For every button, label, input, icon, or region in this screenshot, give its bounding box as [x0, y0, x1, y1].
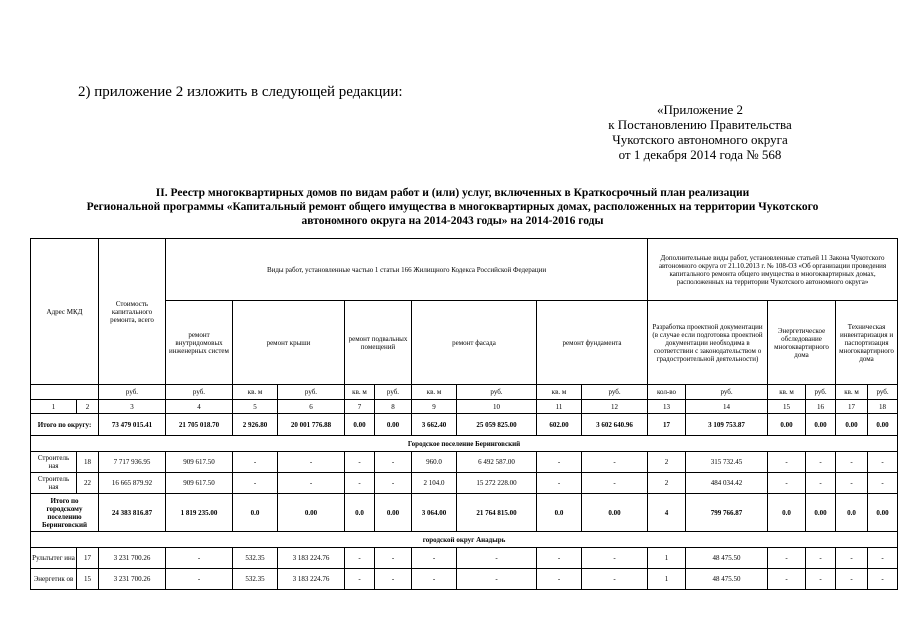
total-value: 3 109 753.87 — [686, 414, 768, 436]
value-cell: - — [166, 548, 233, 569]
value-cell: 960.0 — [412, 452, 457, 473]
column-number-cell: 1 — [31, 400, 77, 414]
column-number-cell: 8 — [375, 400, 412, 414]
value-cell: 6 492 587.00 — [457, 452, 537, 473]
units-empty-cell — [31, 385, 99, 400]
subtotal-value: 4 — [648, 494, 686, 532]
subtotal-value: 0.00 — [375, 494, 412, 532]
value-cell: - — [345, 452, 375, 473]
registry-body — [31, 414, 898, 590]
value-cell: - — [375, 452, 412, 473]
value-cell: - — [836, 473, 868, 494]
subtotal-row — [31, 494, 898, 532]
total-value: 0.00 — [806, 414, 836, 436]
subtotal-value: 24 383 816.87 — [99, 494, 166, 532]
document-title — [20, 186, 885, 228]
value-cell: - — [806, 473, 836, 494]
value-cell: 909 617.50 — [166, 452, 233, 473]
unit-cell: руб. — [375, 385, 412, 400]
header-work-design: Разработка проектной документации (в случае если подготовка проектной документации необходима в соответствии с законодательством о градостроительной деятельности) — [648, 301, 768, 385]
section-title-row — [31, 532, 898, 548]
value-cell: 532.35 — [233, 569, 278, 590]
registry-table — [30, 238, 898, 590]
total-value: 602.00 — [537, 414, 582, 436]
header-cost: Стоимость капитального ремонта, всего — [99, 239, 166, 385]
value-cell: 48 475.50 — [686, 569, 768, 590]
value-cell: 3 231 700.26 — [99, 548, 166, 569]
header-group-main: Виды работ, установленные частью 1 статьи 166 Жилищного Кодекса Российской Федерации — [166, 239, 648, 301]
value-cell: - — [582, 452, 648, 473]
appendix-line: к Постановлению Правительства — [608, 117, 792, 132]
column-number-cell: 3 — [99, 400, 166, 414]
total-value: 2 926.80 — [233, 414, 278, 436]
unit-cell: руб. — [166, 385, 233, 400]
value-cell: - — [457, 569, 537, 590]
value-cell: - — [345, 548, 375, 569]
column-number-cell: 10 — [457, 400, 537, 414]
subtotal-value: 0.00 — [806, 494, 836, 532]
subtotal-value: 21 764 815.00 — [457, 494, 537, 532]
column-number-cell: 11 — [537, 400, 582, 414]
total-value: 21 705 018.70 — [166, 414, 233, 436]
value-cell: - — [582, 473, 648, 494]
value-cell: 15 272 228.00 — [457, 473, 537, 494]
value-cell: - — [768, 548, 806, 569]
total-value: 0.00 — [375, 414, 412, 436]
unit-cell: руб. — [582, 385, 648, 400]
unit-cell: кв. м — [768, 385, 806, 400]
header-work-foundation: ремонт фундамента — [537, 301, 648, 385]
unit-cell: кв. м — [412, 385, 457, 400]
total-row — [31, 414, 898, 436]
title-line: автономного округа на 2014-2043 годы» на 2014-2016 годы — [301, 215, 604, 227]
total-value: 73 479 015.41 — [99, 414, 166, 436]
title-line: II. Реестр многоквартирных домов по видам работ и (или) услуг, включенных в Краткосрочный план реализации — [155, 187, 750, 199]
value-cell: 1 — [648, 548, 686, 569]
value-cell: - — [457, 548, 537, 569]
table-row — [31, 569, 898, 590]
subtotal-value: 0.00 — [582, 494, 648, 532]
value-cell: 315 732.45 — [686, 452, 768, 473]
value-cell: 532.35 — [233, 548, 278, 569]
header-address: Адрес МКД — [31, 239, 99, 385]
unit-cell: кв. м — [836, 385, 868, 400]
subtotal-value: 0.0 — [768, 494, 806, 532]
title-line: Региональной программы «Капитальный ремонт общего имущества в многоквартирных домах, расположенных на территории Чукотского — [86, 201, 819, 213]
subtotal-value: 0.00 — [278, 494, 345, 532]
column-number-cell: 18 — [868, 400, 898, 414]
street-cell: Энергетик ов — [31, 569, 77, 590]
value-cell: - — [806, 569, 836, 590]
unit-cell: кв. м — [537, 385, 582, 400]
value-cell: - — [868, 548, 898, 569]
value-cell: - — [233, 473, 278, 494]
value-cell: - — [868, 452, 898, 473]
value-cell: - — [806, 452, 836, 473]
total-label: Итого по округу: — [31, 414, 99, 436]
value-cell: 484 034.42 — [686, 473, 768, 494]
value-cell: - — [868, 569, 898, 590]
subtotal-value: 0.0 — [345, 494, 375, 532]
total-value: 0.00 — [345, 414, 375, 436]
house-number-cell: 18 — [77, 452, 99, 473]
value-cell: - — [768, 452, 806, 473]
table-row — [31, 452, 898, 473]
unit-cell: кол-во — [648, 385, 686, 400]
value-cell: - — [375, 473, 412, 494]
appendix-line: Чукотского автономного округа — [612, 132, 788, 147]
appendix-line: от 1 декабря 2014 года № 568 — [618, 147, 782, 162]
header-work-facade: ремонт фасада — [412, 301, 537, 385]
value-cell: - — [345, 569, 375, 590]
column-number-cell: 5 — [233, 400, 278, 414]
value-cell: - — [412, 548, 457, 569]
value-cell: - — [233, 452, 278, 473]
street-cell: Рультытег ина — [31, 548, 77, 569]
value-cell: 16 665 879.92 — [99, 473, 166, 494]
value-cell: 7 717 936.95 — [99, 452, 166, 473]
value-cell: - — [375, 569, 412, 590]
total-value: 0.00 — [868, 414, 898, 436]
subtotal-value: 3 064.00 — [412, 494, 457, 532]
column-number-cell: 16 — [806, 400, 836, 414]
value-cell: 3 183 224.76 — [278, 548, 345, 569]
value-cell: - — [836, 452, 868, 473]
street-cell: Строитель ная — [31, 473, 77, 494]
column-number-cell: 2 — [77, 400, 99, 414]
value-cell: - — [836, 569, 868, 590]
column-number-cell: 9 — [412, 400, 457, 414]
unit-cell: руб. — [99, 385, 166, 400]
table-row — [31, 548, 898, 569]
table-row — [31, 473, 898, 494]
value-cell: 48 475.50 — [686, 548, 768, 569]
house-number-cell: 22 — [77, 473, 99, 494]
value-cell: 3 231 700.26 — [99, 569, 166, 590]
unit-cell: руб. — [868, 385, 898, 400]
value-cell: - — [836, 548, 868, 569]
value-cell: 2 — [648, 473, 686, 494]
section-title: Городское поселение Беринговский — [31, 436, 898, 452]
house-number-cell: 15 — [77, 569, 99, 590]
unit-cell: руб. — [806, 385, 836, 400]
subtotal-value: 0.00 — [868, 494, 898, 532]
house-number-cell: 17 — [77, 548, 99, 569]
total-value: 3 662.40 — [412, 414, 457, 436]
value-cell: - — [166, 569, 233, 590]
unit-cell: руб. — [686, 385, 768, 400]
total-value: 0.00 — [768, 414, 806, 436]
column-number-cell: 15 — [768, 400, 806, 414]
header-group-extra: Дополнительные виды работ, установленные статьей 11 Закона Чукотского автономного округа от 21.10.2013 г. № 108-ОЗ «Об организации проведения капитального ремонта общего имущества в многоквартирных домах, расположенных на территории Чукотского автономного округа» — [648, 239, 898, 301]
value-cell: 2 — [648, 452, 686, 473]
intro-text: 2) приложение 2 изложить в следующей редакции: — [78, 84, 403, 100]
units-row — [31, 385, 898, 400]
column-number-cell: 17 — [836, 400, 868, 414]
total-value: 0.00 — [836, 414, 868, 436]
total-value: 25 059 825.00 — [457, 414, 537, 436]
street-cell: Строитель ная — [31, 452, 77, 473]
section-title: городской округ Анадырь — [31, 532, 898, 548]
value-cell: - — [582, 548, 648, 569]
total-value: 3 602 640.96 — [582, 414, 648, 436]
value-cell: - — [537, 548, 582, 569]
total-value: 20 001 776.88 — [278, 414, 345, 436]
column-numbers-row — [31, 400, 898, 414]
value-cell: - — [412, 569, 457, 590]
appendix-reference — [600, 102, 800, 162]
total-value: 17 — [648, 414, 686, 436]
value-cell: 2 104.0 — [412, 473, 457, 494]
unit-cell: руб. — [457, 385, 537, 400]
value-cell: - — [375, 548, 412, 569]
value-cell: 909 617.50 — [166, 473, 233, 494]
subtotal-value: 0.0 — [836, 494, 868, 532]
column-number-cell: 4 — [166, 400, 233, 414]
column-number-cell: 14 — [686, 400, 768, 414]
subtotal-value: 0.0 — [233, 494, 278, 532]
subtotal-value: 799 766.87 — [686, 494, 768, 532]
value-cell: - — [868, 473, 898, 494]
header-work-roof: ремонт крыши — [233, 301, 345, 385]
header-work-inventory: Техническая инвентаризация и паспортизация многоквартирного дома — [836, 301, 898, 385]
value-cell: - — [768, 473, 806, 494]
column-number-cell: 6 — [278, 400, 345, 414]
value-cell: - — [537, 473, 582, 494]
header-work-engineering: ремонт внутридомовых инженерных систем — [166, 301, 233, 385]
unit-cell: руб. — [278, 385, 345, 400]
appendix-line: «Приложение 2 — [656, 102, 744, 117]
subtotal-label: Итого по городскому поселению Беринговский — [31, 494, 99, 532]
section-title-row — [31, 436, 898, 452]
value-cell: - — [345, 473, 375, 494]
column-number-cell: 13 — [648, 400, 686, 414]
value-cell: 1 — [648, 569, 686, 590]
value-cell: - — [537, 569, 582, 590]
header-work-energy-audit: Энергетическое обследование многоквартирного дома — [768, 301, 836, 385]
value-cell: 3 183 224.76 — [278, 569, 345, 590]
value-cell: - — [582, 569, 648, 590]
column-number-cell: 7 — [345, 400, 375, 414]
subtotal-value: 0.0 — [537, 494, 582, 532]
value-cell: - — [806, 548, 836, 569]
value-cell: - — [278, 473, 345, 494]
value-cell: - — [278, 452, 345, 473]
value-cell: - — [768, 569, 806, 590]
value-cell: - — [537, 452, 582, 473]
column-number-cell: 12 — [582, 400, 648, 414]
subtotal-value: 1 819 235.00 — [166, 494, 233, 532]
unit-cell: кв. м — [345, 385, 375, 400]
header-work-basement: ремонт подвальных помещений — [345, 301, 412, 385]
unit-cell: кв. м — [233, 385, 278, 400]
